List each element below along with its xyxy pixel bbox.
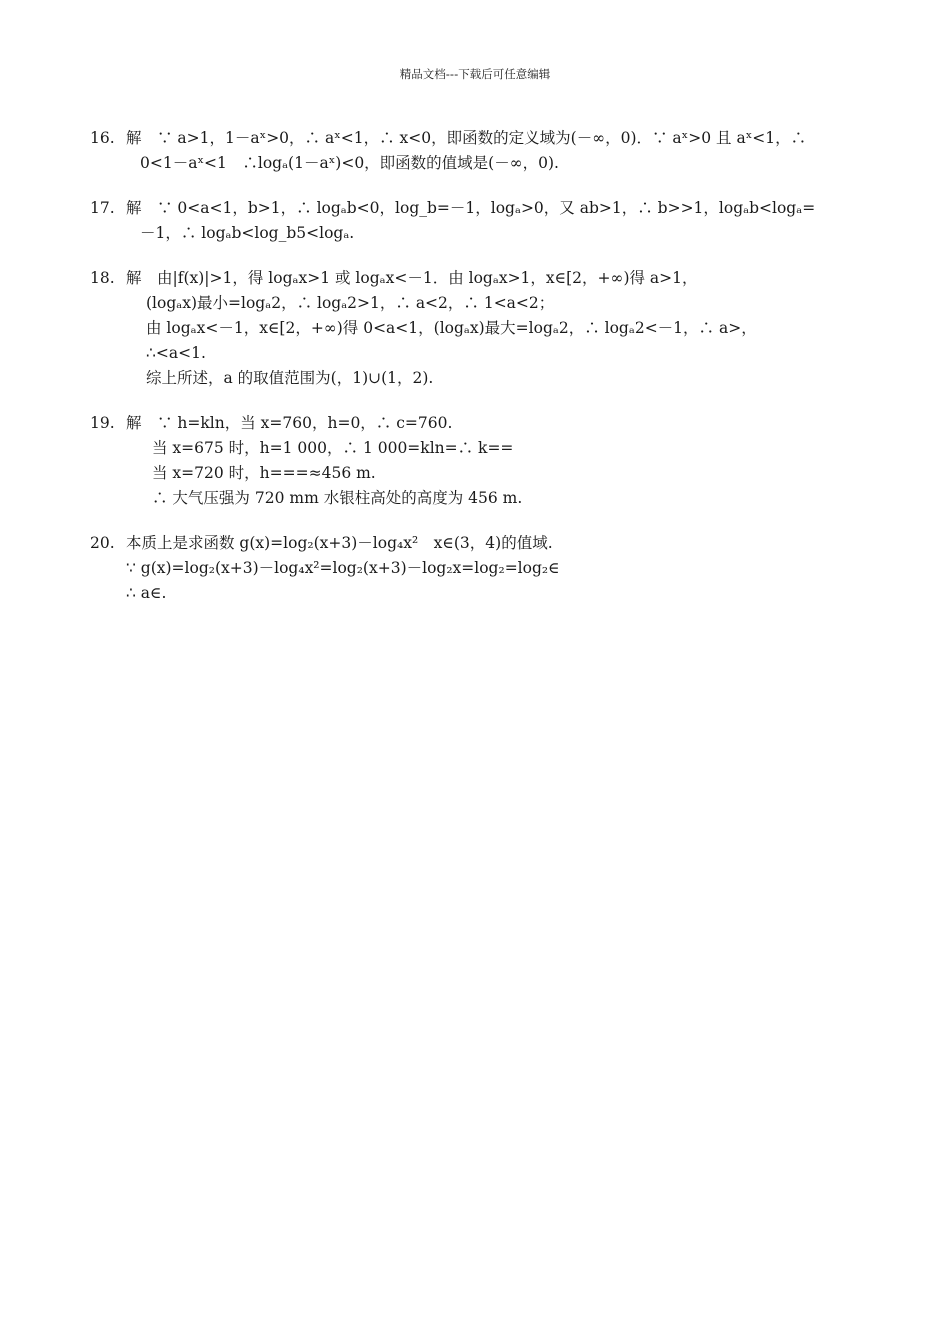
problem-number: 19. (90, 414, 115, 432)
solution-line: 综上所述，a 的取值范围为(，1)∪(1，2). (146, 369, 434, 387)
solution-line: 当 x=720 时，h===≈456 m. (152, 464, 376, 482)
solution-line: 由 logₐx<－1，x∈[2，+∞)得 0<a<1，(logₐx)最大=logₐ2，∴ logₐ2<－1，∴ a>， (146, 319, 757, 337)
problem-19 (90, 411, 870, 511)
solution-line: 解 由|f(x)|>1，得 logₐx>1 或 logₐx<－1．由 logₐx>1，x∈[2，+∞)得 a>1， (126, 269, 698, 287)
solution-line: 本质上是求函数 g(x)=log₂(x+3)－log₄x² x∈(3，4)的值域. (126, 534, 553, 552)
problem-number: 20. (90, 534, 115, 552)
solution-line: 解 ∵ h=kln，当 x=760，h=0，∴ c=760. (126, 414, 453, 432)
solution-line: 0<1－aˣ<1 ∴logₐ(1－aˣ)<0，即函数的值域是(－∞，0). (140, 154, 559, 172)
solution-line: ∴ 大气压强为 720 mm 水银柱高处的高度为 456 m. (152, 489, 523, 507)
problem-17 (90, 196, 870, 246)
solution-line: 解 ∵ a>1，1－aˣ>0，∴ aˣ<1，∴ x<0，即函数的定义域为(－∞，0)．∵ aˣ>0 且 aˣ<1，∴ (126, 129, 807, 147)
solution-line: ∴ a∈. (126, 584, 167, 602)
problem-number: 17. (90, 199, 115, 217)
problem-number: 18. (90, 269, 115, 287)
problem-16 (90, 126, 870, 176)
problem-18 (90, 266, 870, 391)
solution-line: 当 x=675 时，h=1 000，∴ 1 000=kln=∴ k== (152, 439, 514, 457)
solution-line: －1，∴ logₐb<log_b5<logₐ. (140, 224, 355, 242)
problem-20 (90, 531, 870, 606)
solution-line: (logₐx)最小=logₐ2，∴ logₐ2>1，∴ a<2，∴ 1<a<2； (146, 294, 555, 312)
solution-line: ∴<a<1. (146, 344, 206, 362)
problem-number: 16. (90, 129, 115, 147)
page-header: 精品文档---下载后可任意编辑 (399, 67, 551, 81)
solution-line: 解 ∵ 0<a<1，b>1，∴ logₐb<0，log_b=－1，logₐ>0，又 ab>1，∴ b>>1，logₐb<logₐ= (126, 199, 816, 217)
solution-line: ∵ g(x)=log₂(x+3)－log₄x²=log₂(x+3)－log₂x=log₂=log₂∈ (126, 559, 560, 577)
solutions-page (90, 126, 870, 626)
